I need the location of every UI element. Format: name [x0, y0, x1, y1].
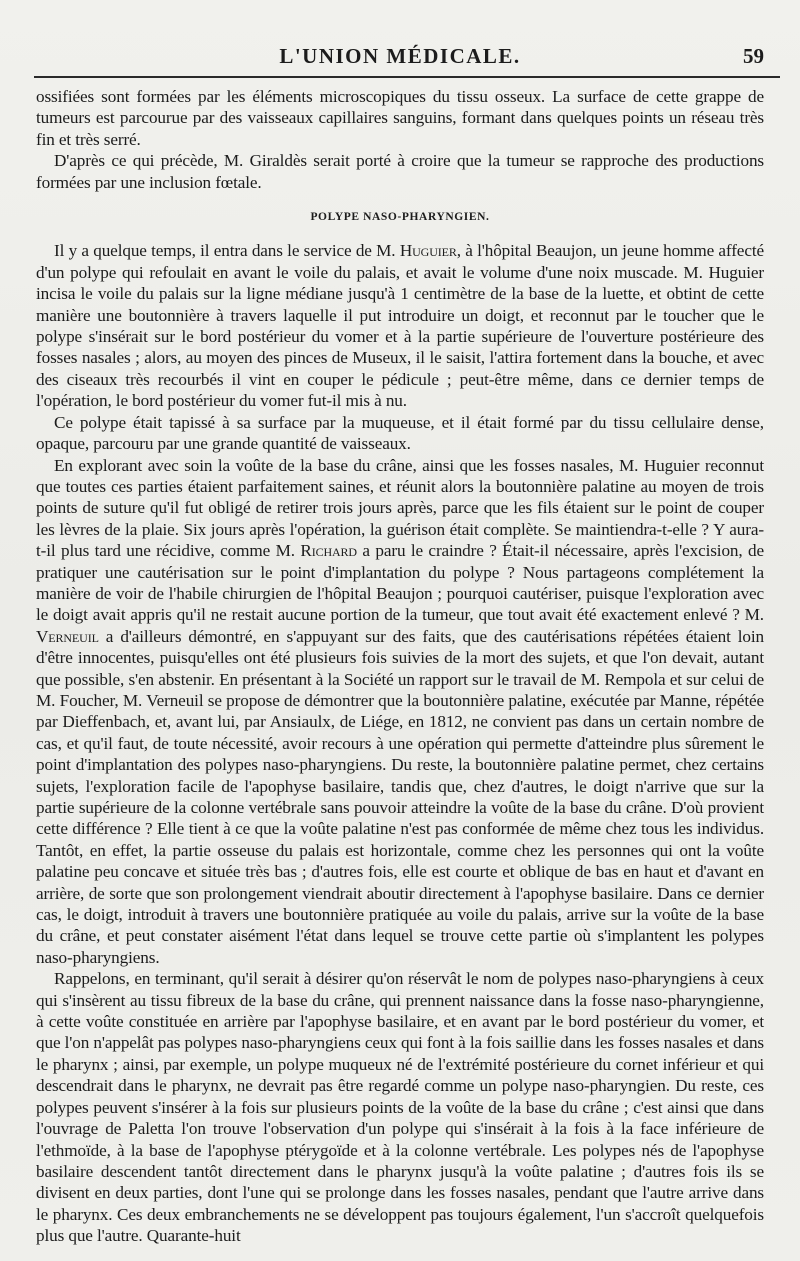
paragraph-1: ossifiées sont formées par les éléments microscopiques du tissu osseux. La surface de cette grappe de tumeurs est parcourue par des vaisseaux capillaires sanguins, formant dans quelques points un réseau très fin et très serré.: [36, 87, 764, 149]
paragraph-2: D'après ce qui précède, M. Giraldès serait porté à croire que la tumeur se rapproche des productions formées par une inclusion fœtale.: [36, 151, 764, 192]
surgeon-name-richard: Richard: [300, 541, 357, 561]
paragraph-3-text-a: Il y a quelque temps, il entra dans le service de M.: [54, 241, 400, 261]
paragraph-3: [36, 240, 764, 411]
paragraph-5-text-c: a d'ailleurs démontré, en s'appuyant sur des faits, que des cautérisations répétées étaient loin d'être innocentes, puisqu'elles ont été plusieurs fois suivies de la mort des sujets, et que l'on devait, autant que possible, s'en abstenir. En présentant à la Société un rapport sur le travail de M. Rempola et sur celui de M. Foucher, M. Verneuil se propose de démontrer que la boutonnière palatine, exécutée par Manne, répétée par Dieffenbach, et, avant lui, par Ansiaulx, de Liége, en 1812, ne convient pas dans un certain nombre de cas, et qu'il faut, de toute nécessité, avoir recours à une opération qui permette d'atteindre plus sûrement le point d'implantation des polypes naso-pharyngiens. Du reste, la boutonnière palatine permet, chez certains sujets, l'exploration facile de l'apophyse basilaire, tandis que, chez d'autres, le doigt n'arrive que sur la partie supérieure de la colonne vertébrale sans pouvoir atteindre la voûte de la base du crâne. D'où provient cette différence ? Elle tient à ce que la voûte palatine n'est pas conformée de même chez tous les individus. Tantôt, en effet, la partie osseuse du palais est horizontale, comme chez les personnes qui ont la voûte palatine peu concave et située très bas ; d'autres fois, elle est courte et oblique de bas en haut et d'avant en arrière, de sorte que son prolongement viendrait aboutir directement à l'apophyse basilaire. Dans ce dernier cas, le doigt, introduit à travers une boutonnière pratiquée au voile du palais, arrive sur la voûte de la base du crâne, et peut constater aisément l'état dans lequel se trouve cette partie où s'implantent les polypes naso-pharyngiens.: [36, 626, 764, 967]
paragraph-5-text-a: En explorant avec soin la voûte de la base du crâne, ainsi que les fosses nasales, M. Huguier reconnut que toutes ces parties étaient parfaitement saines, et réunit alors la boutonnière palatine au moyen de trois points de suture qu'il fut obligé de retirer trois jours après, parce que les fils étaient sur le point de couper les lèvres de la plaie. Six jours après l'opération, la guérison était complète. Se maintiendra-t-elle ? Y aura-t-il plus tard une récidive, comme M.: [36, 455, 764, 561]
running-title: L'UNION MÉDICALE.: [279, 44, 521, 68]
article-body: [36, 86, 764, 1247]
paragraph-5-text-b: a paru le craindre ? Était-il nécessaire, après l'excision, de pratiquer une cautérisation sur le point d'implantation du polype ? Nous partageons complétement la manière de voir de l'habile chirurgien de l'hôpital Beaujon ; pourquoi cautériser, puisque l'exploration avec le doigt avait appris qu'il ne restait aucune portion de la tumeur, que tout avait été exactement enlevé ? M.: [36, 541, 764, 625]
paragraph-5: [36, 455, 764, 969]
section-heading: POLYPE NASO-PHARYNGIEN.: [310, 211, 490, 224]
page-header: [0, 44, 800, 74]
paragraph-6: Rappelons, en terminant, qu'il serait à désirer qu'on réservât le nom de polypes naso-pharyngiens à ceux qui s'insèrent au tissu fibreux de la base du crâne, qui prennent naissance dans la fosse naso-pharyngienne, à cette voûte constituée en arrière par l'apophyse basilaire, et en avant par le bord postérieur du vomer, et que l'on n'appelât pas polypes naso-pharyngiens ceux qui font à la fois saillie dans les fosses nasales et dans le pharynx ; ainsi, par exemple, un polype muqueux né de l'extrémité postérieure du cornet inférieur et qui descendrait dans le pharynx, ne devrait pas être regardé comme un polype naso-pharyngien. Du reste, ces polypes peuvent s'insérer à la fois sur plusieurs points de la voûte de la base du crâne ; c'est ainsi que dans l'ouvrage de Paletta l'on trouve l'observation d'un polype qui s'insérait à la fois à la face inférieure de l'ethmoïde, à la base de l'apophyse ptérygoïde et à la colonne vertébrale. Les polypes nés de l'apophyse basilaire descendent tantôt directement dans le pharynx jusqu'à la voûte palatine ; d'autres fois ils se divisent en deux parties, dont l'une qui se prolonge dans les fosses nasales, pendant que l'autre arrive dans le pharynx. Ces deux embranchements ne se développent pas toujours également, l'un s'accroît quelquefois plus que l'autre. Quarante-huit: [36, 969, 764, 1246]
paragraph-4: Ce polype était tapissé à sa surface par la muqueuse, et il était formé par du tissu cellulaire dense, opaque, parcouru par une grande quantité de vaisseaux.: [36, 412, 764, 454]
page-number: 59: [743, 44, 764, 68]
paragraph-3-text-b: , à l'hôpital Beaujon, un jeune homme affecté d'un polype qui refoulait en avant le voile du palais, et avait le volume d'une noix muscade. M. Huguier incisa le voile du palais sur la ligne médiane jusqu'à 1 centimètre de la base de la luette, et obtint de cette manière une boutonnière à travers laquelle il put introduire un doigt, et reconnut par le toucher que le polype s'insérait sur le bord postérieur du vomer et à la partie supérieure de l'ouverture postérieure des fosses nasales ; alors, au moyen des pinces de Museux, il le saisit, l'attira fortement dans la bouche, et avec des ciseaux très recourbés il vint en couper le pédicule ; peut-être même, dans ce dernier temps de l'opération, le bord postérieur du vomer fut-il mis à nu.: [36, 241, 764, 411]
header-rule: [34, 76, 780, 78]
surgeon-name-huguier: Huguier: [399, 241, 457, 261]
surgeon-name-verneuil: Verneuil: [36, 626, 99, 646]
